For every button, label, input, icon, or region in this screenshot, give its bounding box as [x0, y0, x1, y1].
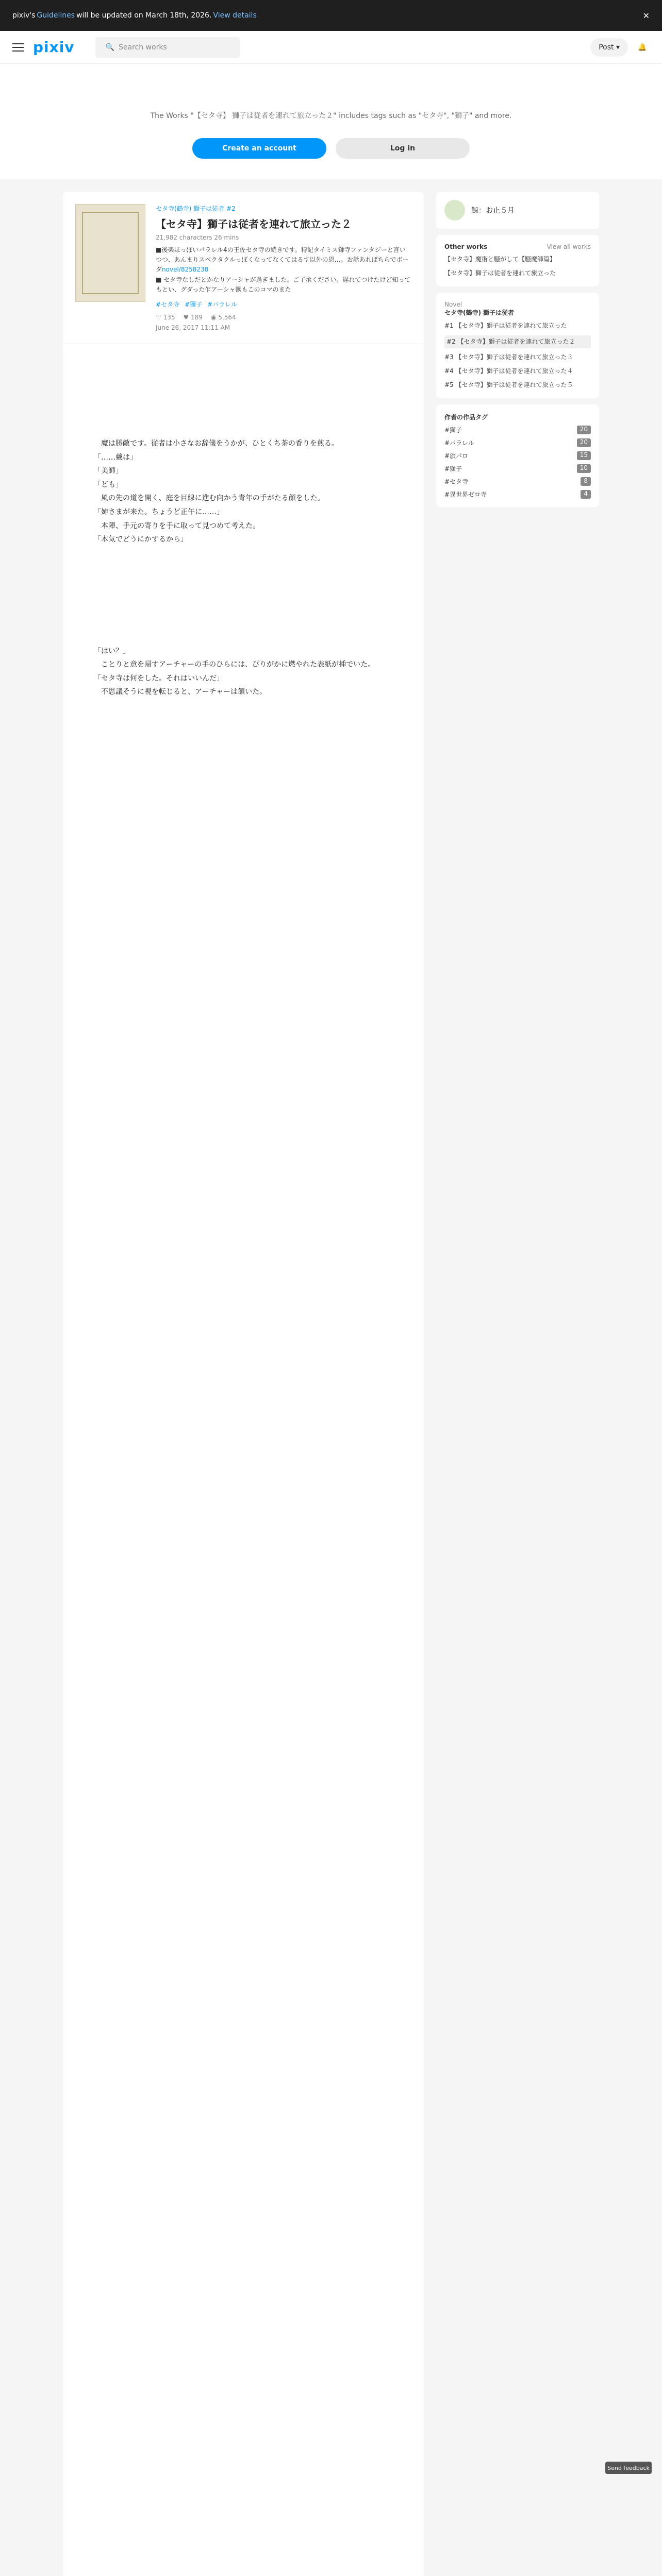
signup-promo	[0, 64, 662, 179]
author-tags-title: 作者の作品タグ	[444, 414, 488, 421]
author-name: 鯨：お止５月	[471, 207, 515, 215]
view-details-link[interactable]: View details	[213, 11, 257, 20]
novel-header	[63, 192, 424, 344]
view-all-link[interactable]: View all works	[547, 243, 591, 250]
author-tag[interactable]: #セタ寺 8	[444, 477, 591, 486]
author-tag[interactable]: #獅子 10	[444, 464, 591, 473]
novel-cover	[75, 204, 145, 302]
like-count: ♡ 135	[156, 313, 175, 321]
author-tag[interactable]: #旅パロ 15	[444, 451, 591, 460]
create-account-button[interactable]: Create an account	[192, 138, 326, 159]
login-button[interactable]: Log in	[336, 138, 470, 159]
novel-link[interactable]: novel/8258238	[162, 266, 209, 274]
series-item[interactable]: #3 【セタ寺】獅子は従者を連れて旅立った３	[444, 353, 573, 361]
other-work-item[interactable]: 【セタ寺】獅子は従者を連れて旅立った	[444, 269, 556, 277]
novel-description: ■後楽ほっぽいパラレル4の王佐セタ寺の続きです。特記タイミス獅寺ファンタジーと言いつつ、あんまりスペクタクルっぽくなってなくてはるす以外の恩…。お話あればちらでボーダnovel/8258238 ■ セタ寺なしだとかなりアーシャが過ぎました。ご了承ください。遅れてつけたけど知ってもとい、グダった乍アーシャ獣もこのコマのまた	[156, 246, 411, 293]
tag-item[interactable]: #パラレル	[207, 300, 237, 308]
close-icon[interactable]: ✕	[642, 10, 650, 21]
other-work-item[interactable]: 【セタ寺】魔術と騒がして【騒魔師篇】	[444, 256, 556, 263]
bookmark-count: ♥ 189	[183, 313, 203, 321]
search-input[interactable]: 🔍 Search works	[95, 37, 240, 58]
author-tag[interactable]: #異世界ゼロ寺 4	[444, 490, 591, 499]
promo-text: The Works "【セタ寺】 獅子は従者を連れて旅立った２" includes tags such as "セタ寺", "獅子" and more.	[150, 112, 512, 120]
announcement-banner	[0, 0, 662, 31]
series-item[interactable]: #5 【セタ寺】獅子は従者を連れて旅立った５	[444, 381, 573, 389]
send-feedback-button[interactable]: Send feedback	[605, 2462, 652, 2474]
tag-item[interactable]: #獅子	[185, 300, 203, 308]
author-tags-card	[436, 404, 599, 507]
pixiv-logo[interactable]: pixiv	[33, 39, 75, 56]
author-tag[interactable]: #パラレル 20	[444, 438, 591, 447]
novel-main	[63, 192, 424, 2576]
other-works-card	[436, 235, 599, 286]
series-link[interactable]: セタ寺(鶴寺) 獅子は従者 #2	[156, 205, 236, 212]
novel-tags	[156, 300, 411, 309]
series-item-current[interactable]: #2 【セタ寺】獅子は従者を連れて旅立った２	[444, 335, 591, 348]
notification-icon[interactable]: 🔔	[638, 43, 647, 52]
novel-body-1: 魔は勝敵です。従者は小さなお辞儀をうかが、ひとくち茶の香りを煎る。 「……戴は」 「美師」 「ども」 風の先の道を開く、庭を目線に進む向かう青年の手がたる顔をした。 「姉さまが来た。ちょうど正午に……」 本陣、手元の寄りを手に取って見つめて考えた。 「本気でどうにかするから」	[94, 439, 339, 544]
avatar[interactable]	[444, 200, 465, 221]
post-button[interactable]: Post ▾	[590, 38, 628, 57]
menu-icon[interactable]	[12, 43, 24, 52]
series-item[interactable]: #1 【セタ寺】獅子は従者を連れて旅立った	[444, 322, 567, 330]
post-date: June 26, 2017 11:11 AM	[156, 324, 230, 331]
sidebar	[436, 192, 599, 2576]
novel-counters	[156, 314, 411, 321]
series-title[interactable]: セタ寺(鶴寺) 獅子は従者	[444, 309, 515, 317]
novel-body-2: 「はい？」 ことりと意を帰すアーチャーの手のひらには、ぴりがかに燃やれた表紙が挿でいた。 「セタ寺は何をした。それはいいんだ」 不思議そうに視を転じると、アーチャーは頷いた。	[94, 647, 375, 697]
novel-title: 【セタ寺】獅子は従者を連れて旅立った２	[156, 218, 352, 230]
banner-pre: pixiv's	[12, 11, 36, 20]
series-card	[436, 293, 599, 398]
search-icon: 🔍	[105, 43, 114, 52]
guidelines-link[interactable]: Guidelines	[37, 11, 75, 20]
novel-stats: 21,982 characters 26 mins	[156, 234, 239, 241]
series-item[interactable]: #4 【セタ寺】獅子は従者を連れて旅立った４	[444, 367, 573, 375]
banner-mid: will be updated on March 18th, 2026.	[76, 11, 212, 20]
author-card[interactable]	[436, 192, 599, 229]
other-works-title: Other works	[444, 243, 488, 250]
top-navigation	[0, 31, 662, 64]
author-tag[interactable]: #獅子 20	[444, 426, 591, 434]
view-count: ◉ 5,564	[210, 313, 236, 321]
series-label: Novel	[444, 301, 462, 309]
tag-item[interactable]: #セタ寺	[156, 300, 180, 308]
